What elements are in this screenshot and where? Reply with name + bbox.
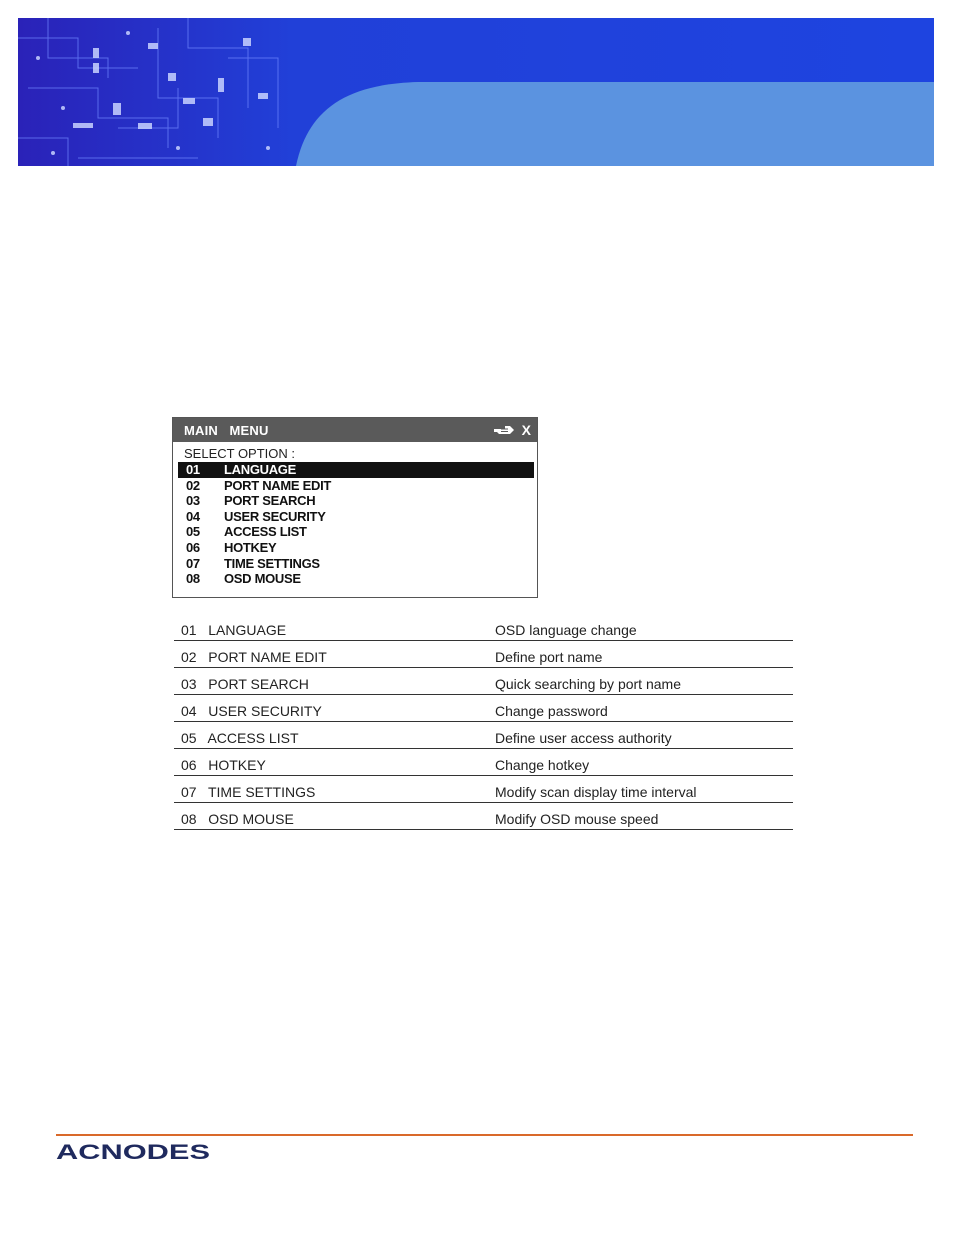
circuit-board-graphic xyxy=(18,18,934,166)
menu-item-cell: 05 ACCESS LIST xyxy=(174,722,495,749)
acnodes-logo xyxy=(56,1138,212,1164)
footer-rule xyxy=(56,1134,913,1136)
table-row xyxy=(174,776,793,803)
osd-item-number: 08 xyxy=(186,571,200,587)
osd-item-number: 03 xyxy=(186,493,200,509)
table-row xyxy=(174,695,793,722)
menu-item-cell: 07 TIME SETTINGS xyxy=(174,776,495,803)
description-cell: Modify scan display time interval xyxy=(495,776,793,803)
table-row xyxy=(174,722,793,749)
description-cell: OSD language change xyxy=(495,614,793,641)
menu-description-table xyxy=(174,614,793,830)
description-cell: Define port name xyxy=(495,641,793,668)
osd-item-number: 02 xyxy=(186,477,200,493)
osd-menu-item[interactable] xyxy=(178,493,534,509)
menu-item-cell: 01 LANGUAGE xyxy=(174,614,495,641)
osd-menu-item[interactable] xyxy=(178,462,534,478)
description-cell: Define user access authority xyxy=(495,722,793,749)
table-row xyxy=(174,749,793,776)
osd-menu-item[interactable] xyxy=(178,509,534,525)
table-row xyxy=(174,803,793,830)
osd-main-menu xyxy=(172,417,538,598)
osd-menu-item[interactable] xyxy=(178,571,534,587)
osd-item-label: USER SECURITY xyxy=(224,508,326,524)
select-option-label: SELECT OPTION : xyxy=(184,446,296,461)
osd-menu-item[interactable] xyxy=(178,524,534,540)
table-row xyxy=(174,641,793,668)
description-cell: Change password xyxy=(495,695,793,722)
osd-item-label: PORT NAME EDIT xyxy=(224,477,332,493)
description-cell: Quick searching by port name xyxy=(495,668,793,695)
osd-item-number: 06 xyxy=(186,539,200,555)
osd-item-label: OSD MOUSE xyxy=(224,571,301,587)
osd-title: MAIN MENU xyxy=(184,423,269,438)
hand-pointer-icon xyxy=(493,424,515,436)
osd-menu-item[interactable] xyxy=(178,478,534,494)
menu-item-cell: 04 USER SECURITY xyxy=(174,695,495,722)
description-cell: Modify OSD mouse speed xyxy=(495,803,793,830)
menu-item-cell: 06 HOTKEY xyxy=(174,749,495,776)
header-banner xyxy=(18,18,934,166)
close-icon[interactable]: X xyxy=(521,422,531,438)
osd-item-label: PORT SEARCH xyxy=(224,493,316,509)
osd-item-number: 04 xyxy=(186,508,200,524)
table-row xyxy=(174,668,793,695)
osd-menu-item[interactable] xyxy=(178,556,534,572)
menu-item-cell: 02 PORT NAME EDIT xyxy=(174,641,495,668)
osd-item-number: 01 xyxy=(186,462,200,477)
osd-item-number: 05 xyxy=(186,524,200,540)
description-cell: Change hotkey xyxy=(495,749,793,776)
table-row xyxy=(174,614,793,641)
osd-item-label: HOTKEY xyxy=(224,539,277,555)
menu-item-cell: 08 OSD MOUSE xyxy=(174,803,495,830)
menu-item-cell: 03 PORT SEARCH xyxy=(174,668,495,695)
osd-item-label: TIME SETTINGS xyxy=(224,555,320,571)
logo-text: ACNODES xyxy=(56,1141,210,1164)
osd-titlebar xyxy=(173,418,537,442)
osd-item-label: ACCESS LIST xyxy=(224,524,307,540)
osd-menu-list xyxy=(178,462,534,587)
osd-item-label: LANGUAGE xyxy=(224,462,296,477)
osd-menu-item[interactable] xyxy=(178,540,534,556)
osd-item-number: 07 xyxy=(186,555,200,571)
